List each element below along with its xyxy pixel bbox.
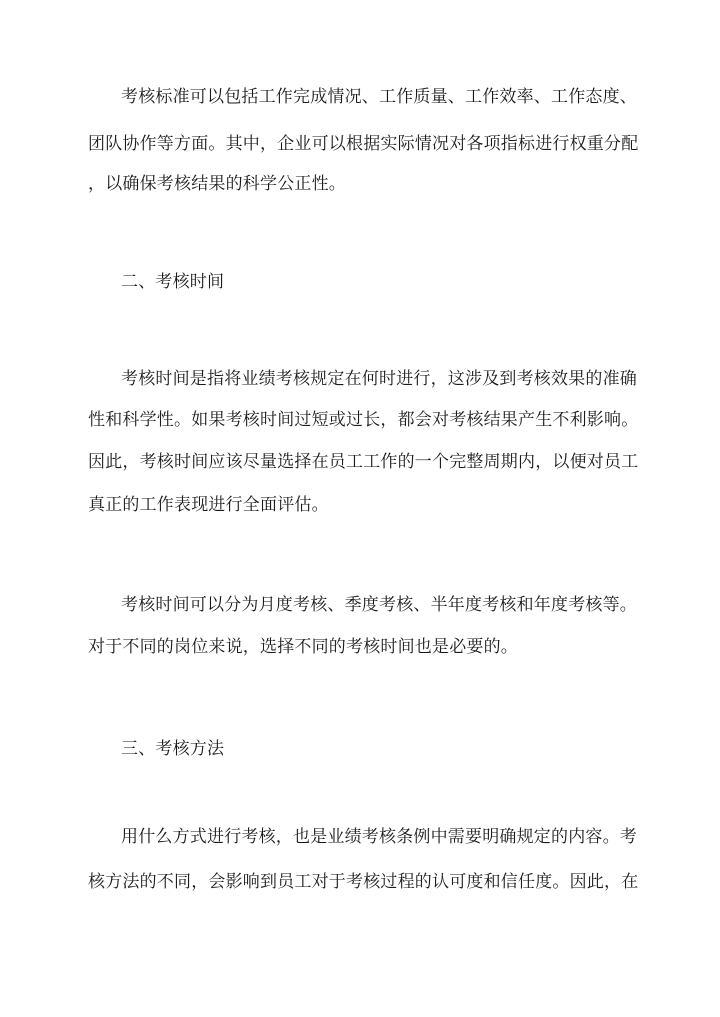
section-heading-method: 三、考核方法 [121,739,225,759]
paragraph-1-line-1: 考核标准可以包括工作完成情况、工作质量、工作效率、工作态度、 [121,87,637,107]
paragraph-4-line-1: 用什么方式进行考核，也是业绩考核条例中需要明确规定的内容。考 [121,827,637,847]
paragraph-2-line-4: 真正的工作表现进行全面评估。 [88,495,329,515]
paragraph-3-line-2: 对于不同的岗位来说，选择不同的考核时间也是必要的。 [88,637,518,657]
section-heading-time: 二、考核时间 [121,272,225,292]
paragraph-1-line-2: 团队协作等方面。其中，企业可以根据实际情况对各项指标进行权重分配 [88,134,639,154]
paragraph-2-line-2: 性和科学性。如果考核时间过短或过长，都会对考核结果产生不利影响。 [88,410,639,430]
paragraph-4-line-2: 核方法的不同，会影响到员工对于考核过程的认可度和信任度。因此，在 [88,872,639,892]
paragraph-2-line-1: 考核时间是指将业绩考核规定在何时进行，这涉及到考核效果的准确 [121,369,637,389]
paragraph-1-line-3: ，以确保考核结果的科学公正性。 [88,174,346,194]
paragraph-3-line-1: 考核时间可以分为月度考核、季度考核、半年度考核和年度考核等。 [121,595,637,615]
paragraph-2-line-3: 因此，考核时间应该尽量选择在员工工作的一个完整周期内，以便对员工 [88,452,639,472]
